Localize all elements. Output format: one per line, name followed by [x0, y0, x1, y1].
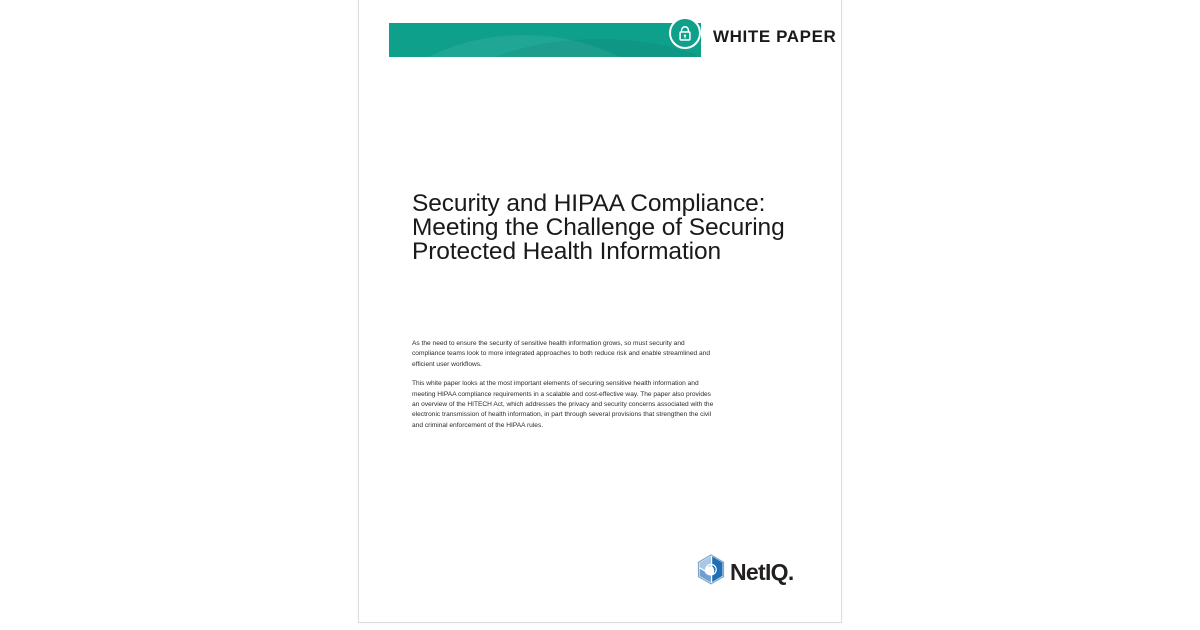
- abstract-paragraph-2: This white paper looks at the most important elements of securing sensitive health information and meeting HIPAA compliance requirements in a scalable and cost-effective way. The paper also provides an overview of the HITECH Act, which addresses the privacy and security concerns associated with the electronic transmission of health information, in part through several provisions that strengthen the civil and criminal enforcement of the HIPAA rules.: [412, 380, 714, 429]
- title-line-3: Protected Health Information: [412, 238, 722, 265]
- page-title: [412, 192, 812, 263]
- title-line-2: Meeting the Challenge of Securing: [412, 214, 785, 242]
- abstract-paragraph-1: As the need to ensure the security of sensitive health information grows, so must security and compliance teams look to more integrated approaches to both reduce risk and enable streamlined and efficient user workflows.: [412, 340, 710, 368]
- title-line-1: Security and HIPAA Compliance:: [412, 190, 766, 218]
- netiq-cube-icon: [697, 554, 725, 590]
- document-kind-label: WHITE PAPER: [713, 27, 837, 46]
- lock-icon: [669, 17, 701, 49]
- netiq-wordmark: NetIQ.: [730, 558, 794, 585]
- document-page: [358, 0, 842, 623]
- header-banner: [389, 23, 701, 57]
- netiq-logo: [697, 554, 794, 590]
- abstract-block: [412, 339, 718, 431]
